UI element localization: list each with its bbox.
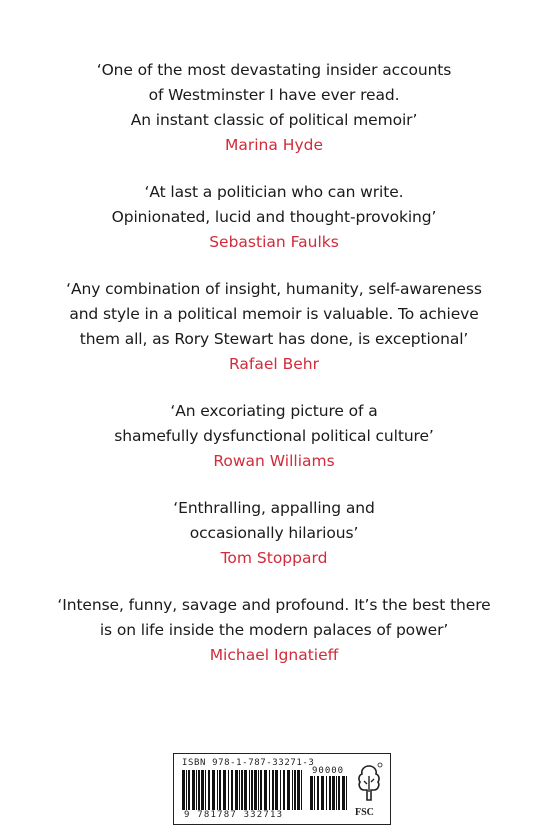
barcode-panel <box>173 753 391 825</box>
quote-author: Tom Stoppard <box>220 549 328 567</box>
barcode-bar <box>241 770 243 810</box>
barcode-bar <box>317 776 319 810</box>
quote-line: ‘Intense, funny, savage and profound. It’s the best there <box>57 596 491 614</box>
quote-line: of Westminster I have ever read. <box>148 86 400 104</box>
barcode-bar <box>258 770 259 810</box>
quote-line: shamefully dysfunctional political culture’ <box>114 427 434 445</box>
barcode-bar <box>336 776 337 810</box>
barcode-bar <box>188 770 190 810</box>
quote-author: Marina Hyde <box>224 136 323 154</box>
barcode-bar <box>272 770 274 810</box>
quote-line: occasionally hilarious’ <box>189 524 359 542</box>
barcode-bar <box>310 776 313 810</box>
endorsement-quotes <box>0 58 548 690</box>
barcode-bar <box>182 770 185 810</box>
barcode-bar <box>239 770 240 810</box>
quote-block <box>0 180 548 255</box>
addon-barcode <box>310 776 350 810</box>
barcode-bar <box>326 776 327 810</box>
barcode-bar <box>212 770 215 810</box>
fsc-label: FSC <box>355 807 374 818</box>
barcode-bar <box>260 770 262 810</box>
barcode-bar <box>294 770 296 810</box>
barcode-bar <box>287 770 290 810</box>
barcode-bar <box>251 770 253 810</box>
barcode-bar <box>275 770 278 810</box>
quote-line: An instant classic of political memoir’ <box>130 111 418 129</box>
quote-line: them all, as Rory Stewart has done, is exceptional’ <box>79 330 469 348</box>
barcode-bar <box>196 770 197 810</box>
barcode-bar <box>205 770 206 810</box>
quote-block <box>0 593 548 668</box>
addon-number: 90000 <box>312 766 345 776</box>
barcode-bar <box>321 776 324 810</box>
quote-line: is on life inside the modern palaces of power’ <box>99 621 449 639</box>
ean-barcode <box>182 770 306 810</box>
barcode-bar <box>223 770 226 810</box>
barcode-bar <box>249 770 250 810</box>
quote-author: Sebastian Faulks <box>209 233 339 251</box>
barcode-bar <box>329 776 331 810</box>
barcode-bar <box>264 770 267 810</box>
barcode-bar <box>254 770 257 810</box>
quote-author: Rafael Behr <box>228 355 320 373</box>
quote-block <box>0 496 548 571</box>
barcode-bar <box>269 770 270 810</box>
barcode-bar <box>235 770 238 810</box>
barcode-bar <box>186 770 187 810</box>
barcode-bar <box>208 770 210 810</box>
quote-line: ‘Enthralling, appalling and <box>173 499 375 517</box>
fsc-tree-icon <box>354 762 384 806</box>
barcode-bar <box>301 770 302 810</box>
barcode-bar <box>297 770 300 810</box>
barcode-bar <box>192 770 195 810</box>
barcode-bar <box>244 770 247 810</box>
quote-author: Michael Ignatieff <box>209 646 339 664</box>
quote-line: ‘One of the most devastating insider accounts <box>96 61 452 79</box>
barcode-bar <box>332 776 335 810</box>
ean-digits: 9 781787 332713 <box>184 810 284 820</box>
barcode-bar <box>342 776 345 810</box>
barcode-bar <box>338 776 340 810</box>
barcode-bar <box>228 770 229 810</box>
quote-line: ‘At last a politician who can write. <box>144 183 404 201</box>
barcode-bar <box>231 770 233 810</box>
quote-line: and style in a political memoir is valuable. To achieve <box>69 305 479 323</box>
quote-line: Opinionated, lucid and thought-provoking’ <box>111 208 437 226</box>
isbn-label: ISBN 978-1-787-33271-3 <box>182 758 315 768</box>
quote-block <box>0 277 548 377</box>
barcode-bar <box>198 770 200 810</box>
quote-author: Rowan Williams <box>213 452 335 470</box>
quote-block <box>0 58 548 158</box>
barcode-bar <box>292 770 293 810</box>
barcode-bar <box>201 770 204 810</box>
quote-line: ‘Any combination of insight, humanity, self-awareness <box>66 280 482 298</box>
barcode-bar <box>280 770 281 810</box>
quote-block <box>0 399 548 474</box>
quote-line: ‘An excoriating picture of a <box>170 402 378 420</box>
barcode-bar <box>283 770 285 810</box>
barcode-bar <box>219 770 221 810</box>
barcode-bar <box>217 770 218 810</box>
barcode-bar <box>314 776 315 810</box>
barcode-bar <box>346 776 347 810</box>
